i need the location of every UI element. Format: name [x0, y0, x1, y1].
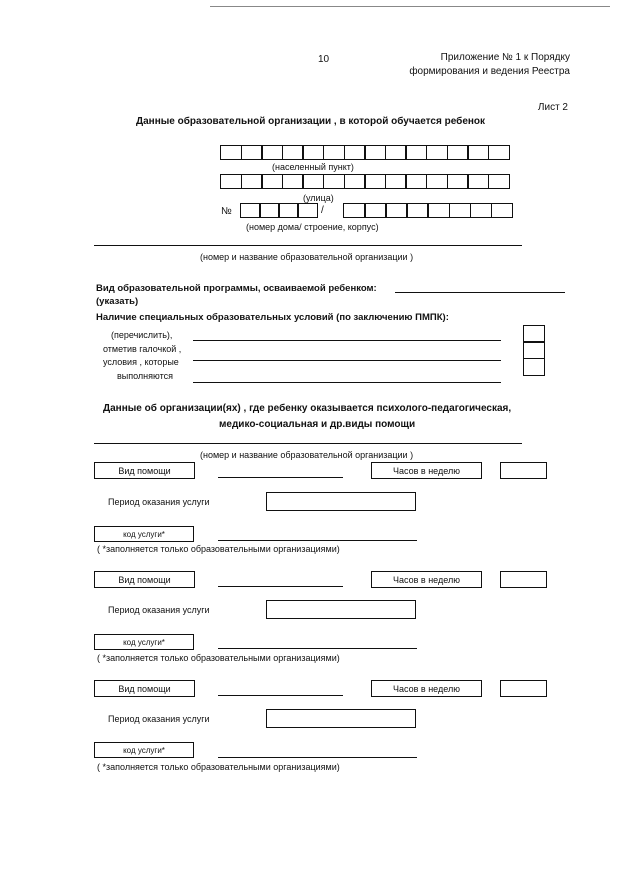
char-cell[interactable] [447, 145, 469, 160]
service-code-box[interactable] [94, 634, 194, 650]
service-hours-box[interactable] [371, 462, 482, 479]
service-kind-box[interactable] [94, 571, 195, 588]
char-cell[interactable] [488, 145, 510, 160]
char-cell[interactable] [405, 145, 427, 160]
service-kind-line[interactable] [218, 477, 343, 478]
scan-top-edge [210, 6, 610, 7]
sheet-label: Лист 2 [537, 102, 568, 113]
service-code-box[interactable] [94, 526, 194, 542]
char-cell[interactable] [261, 145, 283, 160]
char-cell[interactable] [282, 174, 304, 189]
service-period-input[interactable] [266, 492, 416, 511]
char-cell[interactable] [449, 203, 472, 218]
condition-line-1[interactable] [193, 340, 501, 341]
page-number: 10 [318, 54, 330, 65]
service-code-label: код услуги* [123, 637, 165, 647]
condition-checkboxes [523, 325, 545, 376]
char-cell[interactable] [343, 203, 366, 218]
service-hours-input[interactable] [500, 571, 547, 588]
special-note-4: выполняются [117, 371, 173, 381]
char-cell[interactable] [385, 174, 407, 189]
locality-cells[interactable] [220, 145, 509, 160]
char-cell[interactable] [491, 203, 514, 218]
service-code-line[interactable] [218, 757, 417, 758]
service-hours-label: Часов в неделю [393, 683, 460, 694]
char-cell[interactable] [467, 174, 489, 189]
number-sign: № [221, 206, 232, 217]
house-caption: (номер дома/ строение, корпус) [246, 222, 379, 232]
condition-checkbox-3[interactable] [523, 358, 545, 376]
char-cell[interactable] [278, 203, 299, 218]
program-label: Вид образовательной программы, осваиваемой ребенком: [96, 283, 377, 294]
char-cell[interactable] [405, 174, 427, 189]
service-kind-box[interactable] [94, 462, 195, 479]
char-cell[interactable] [385, 203, 408, 218]
service-code-line[interactable] [218, 648, 417, 649]
char-cell[interactable] [364, 203, 387, 218]
char-cell[interactable] [344, 145, 366, 160]
street-caption: (улица) [303, 193, 334, 203]
service-code-line[interactable] [218, 540, 417, 541]
char-cell[interactable] [364, 174, 386, 189]
service-period-label: Период оказания услуги [108, 605, 210, 615]
service-hours-label: Часов в неделю [393, 574, 460, 585]
char-cell[interactable] [406, 203, 429, 218]
service-footnote: ( *заполняется только образовательными организациями) [97, 544, 340, 554]
char-cell[interactable] [426, 145, 448, 160]
char-cell[interactable] [282, 145, 304, 160]
org-name-line[interactable] [94, 245, 522, 246]
service-code-label: код услуги* [123, 529, 165, 539]
char-cell[interactable] [467, 145, 489, 160]
org-name-caption: (номер и название образовательной организации ) [200, 252, 414, 262]
section-org-title: Данные образовательной организации , в которой обучается ребенок [136, 116, 486, 127]
locality-caption: (населенный пункт) [272, 162, 354, 172]
service-code-label: код услуги* [123, 745, 165, 755]
char-cell[interactable] [364, 145, 386, 160]
char-cell[interactable] [470, 203, 493, 218]
service-hours-input[interactable] [500, 462, 547, 479]
char-cell[interactable] [427, 203, 450, 218]
appendix-line-1: Приложение № 1 к Порядку [440, 52, 570, 63]
service-hours-label: Часов в неделю [393, 465, 460, 476]
char-cell[interactable] [323, 145, 345, 160]
service-code-box[interactable] [94, 742, 194, 758]
char-cell[interactable] [240, 203, 261, 218]
char-cell[interactable] [488, 174, 510, 189]
house-slash: / [321, 205, 324, 216]
special-conditions-title: Наличие специальных образовательных условий (по заключению ПМПК): [96, 312, 449, 323]
char-cell[interactable] [261, 174, 283, 189]
service-hours-box[interactable] [371, 680, 482, 697]
service-period-input[interactable] [266, 600, 416, 619]
building-cells[interactable] [343, 203, 512, 218]
special-note-2: отметив галочкой , [103, 344, 182, 354]
section-help-title-1: Данные об организации(ях) , где ребенку оказывается психолого-педагогическая, [103, 403, 512, 414]
service-kind-label: Вид помощи [118, 465, 171, 476]
char-cell[interactable] [344, 174, 366, 189]
service-kind-line[interactable] [218, 586, 343, 587]
char-cell[interactable] [302, 145, 324, 160]
condition-line-3[interactable] [193, 382, 501, 383]
service-hours-input[interactable] [500, 680, 547, 697]
char-cell[interactable] [220, 145, 242, 160]
char-cell[interactable] [447, 174, 469, 189]
char-cell[interactable] [220, 174, 242, 189]
appendix-line-2: формирования и ведения Реестра [409, 66, 570, 77]
help-org-name-line[interactable] [94, 443, 522, 444]
service-period-label: Период оказания услуги [108, 714, 210, 724]
house-cells[interactable] [240, 203, 316, 218]
service-kind-box[interactable] [94, 680, 195, 697]
program-specify: (указать) [96, 296, 139, 307]
char-cell[interactable] [241, 145, 263, 160]
char-cell[interactable] [297, 203, 318, 218]
special-note-1: (перечислить), [111, 330, 173, 340]
street-cells[interactable] [220, 174, 509, 189]
appendix-note [409, 51, 570, 79]
char-cell[interactable] [241, 174, 263, 189]
condition-line-2[interactable] [193, 360, 501, 361]
service-period-input[interactable] [266, 709, 416, 728]
program-input-line[interactable] [395, 292, 565, 293]
service-hours-box[interactable] [371, 571, 482, 588]
char-cell[interactable] [385, 145, 407, 160]
special-note-3: условия , которые [103, 357, 179, 367]
condition-checkbox-1[interactable] [523, 325, 545, 343]
help-org-name-caption: (номер и название образовательной организации ) [200, 450, 414, 460]
char-cell[interactable] [259, 203, 280, 218]
condition-checkbox-2[interactable] [523, 341, 545, 359]
service-footnote: ( *заполняется только образовательными организациями) [97, 762, 340, 772]
service-kind-label: Вид помощи [118, 683, 171, 694]
char-cell[interactable] [323, 174, 345, 189]
service-period-label: Период оказания услуги [108, 497, 210, 507]
section-help-title-2: медико-социальная и др.виды помощи [219, 419, 416, 430]
service-footnote: ( *заполняется только образовательными организациями) [97, 653, 340, 663]
service-kind-line[interactable] [218, 695, 343, 696]
char-cell[interactable] [302, 174, 324, 189]
service-kind-label: Вид помощи [118, 574, 171, 585]
char-cell[interactable] [426, 174, 448, 189]
